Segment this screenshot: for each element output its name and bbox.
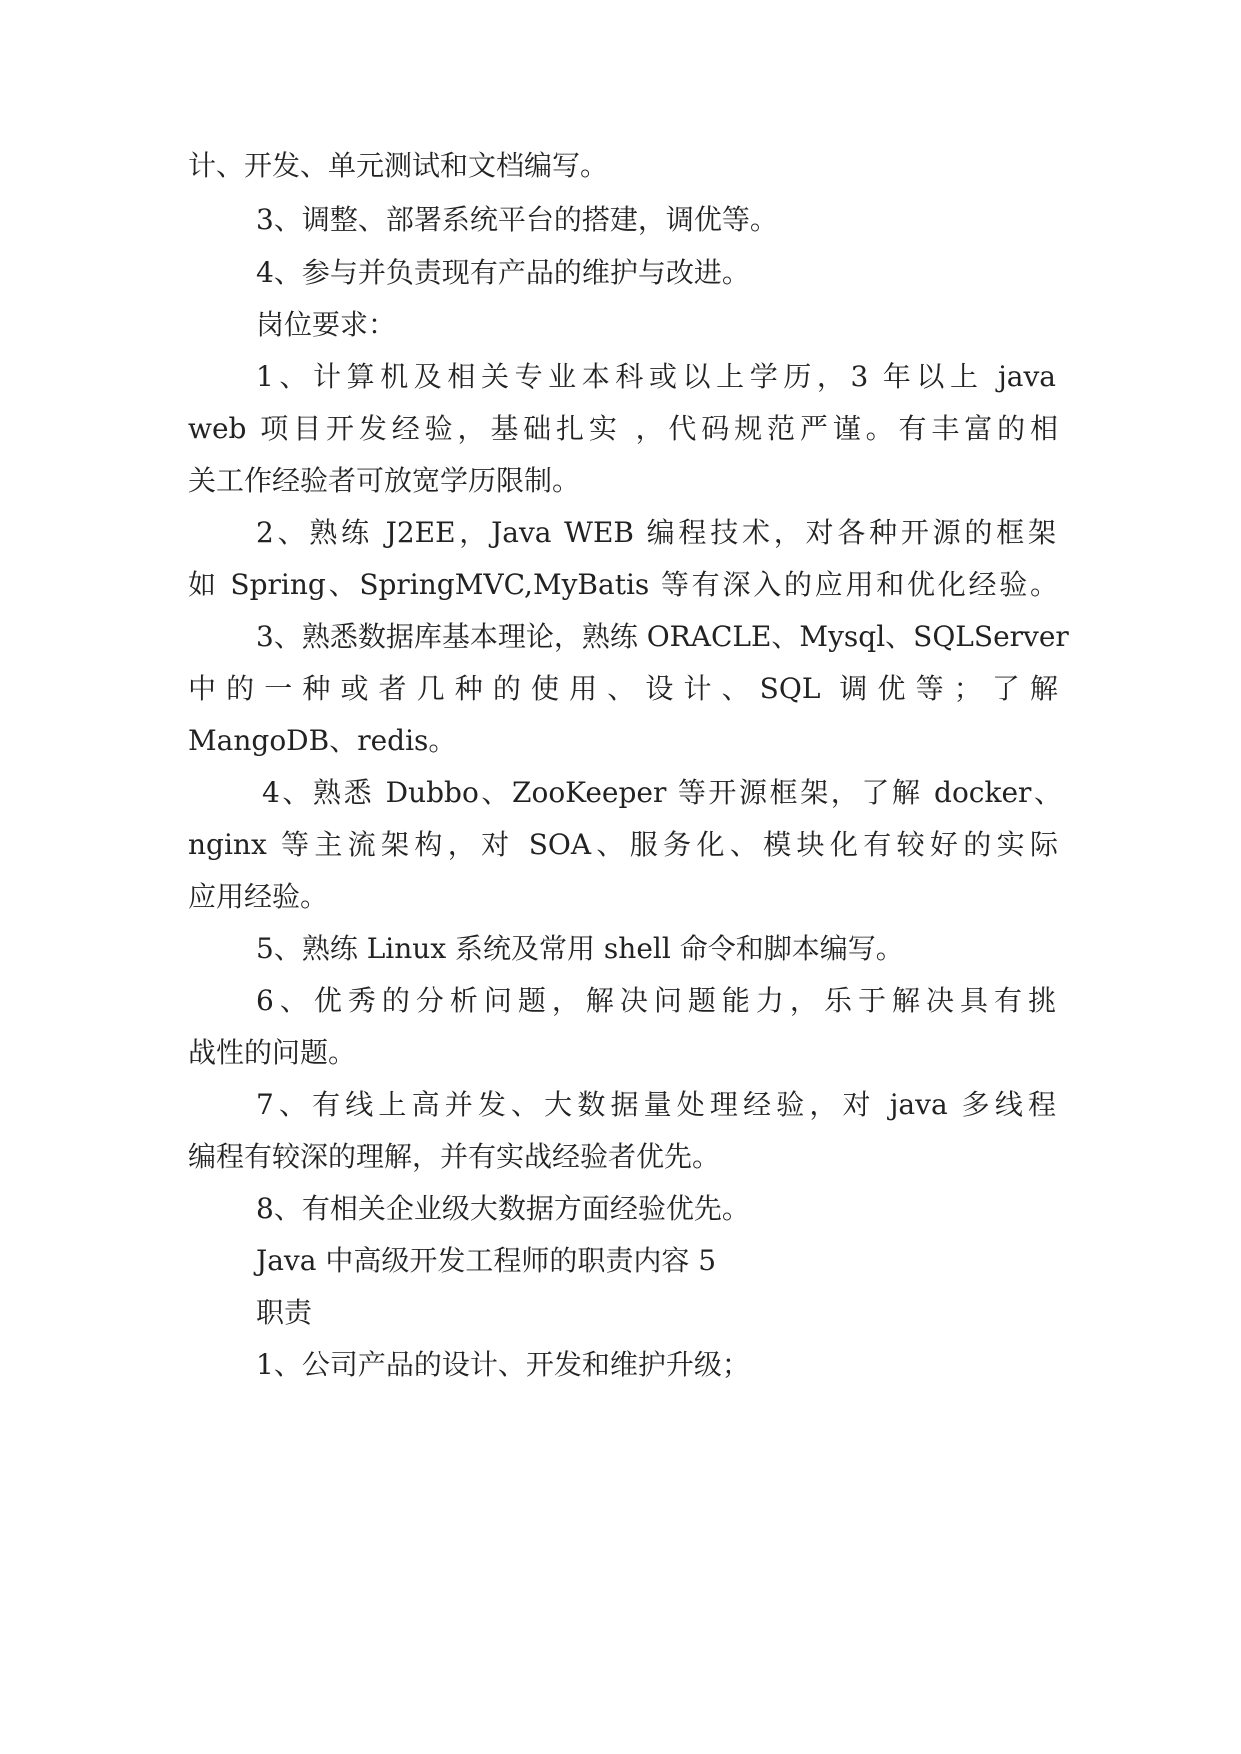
text-line: 3、熟悉数据库基本理论，熟练 ORACLE、Mysql、SQLServer xyxy=(256,620,1069,653)
text-line: 7、有线上高并发、大数据量处理经验，对 java 多线程 xyxy=(256,1088,1056,1121)
text-line: 8、有相关企业级大数据方面经验优先。 xyxy=(256,1192,750,1225)
section-heading: 职责 xyxy=(256,1296,313,1329)
text-line: nginx 等主流架构，对 SOA、服务化、模块化有较好的实际 xyxy=(188,828,1058,861)
text-line: 1、计算机及相关专业本科或以上学历，3 年以上 java xyxy=(256,360,1056,393)
text-line: 编程有较深的理解，并有实战经验者优先。 xyxy=(188,1140,721,1173)
section-heading: 岗位要求： xyxy=(256,308,397,341)
text-line: 战性的问题。 xyxy=(188,1036,357,1069)
text-line: 2、熟练 J2EE，Java WEB 编程技术，对各种开源的框架 xyxy=(256,516,1056,549)
text-line: 如 Spring、SpringMVC,MyBatis 等有深入的应用和优化经验。 xyxy=(188,568,1058,601)
text-line: 中的一种或者几种的使用、设计、SQL 调优等；了解 xyxy=(188,672,1058,705)
text-line: web 项目开发经验，基础扎实 ，代码规范严谨。有丰富的相 xyxy=(188,412,1058,445)
text-line: 计、开发、单元测试和文档编写。 xyxy=(188,149,609,182)
text-line: MangoDB、redis。 xyxy=(188,724,457,757)
text-line: 4、参与并负责现有产品的维护与改进。 xyxy=(256,256,750,289)
text-line: 5、熟练 Linux 系统及常用 shell 命令和脚本编写。 xyxy=(256,932,904,965)
text-line: 关工作经验者可放宽学历限制。 xyxy=(188,464,581,497)
text-line: 3、调整、部署系统平台的搭建，调优等。 xyxy=(256,203,778,236)
text-line: 6、优秀的分析问题，解决问题能力，乐于解决具有挑 xyxy=(256,984,1056,1017)
text-line: 1、公司产品的设计、开发和维护升级； xyxy=(256,1348,750,1381)
text-line: 4、熟悉 Dubbo、ZooKeeper 等开源框架，了解 docker、 xyxy=(262,776,1062,809)
section-heading: Java 中高级开发工程师的职责内容 5 xyxy=(256,1244,717,1277)
text-line: 应用经验。 xyxy=(188,880,329,913)
